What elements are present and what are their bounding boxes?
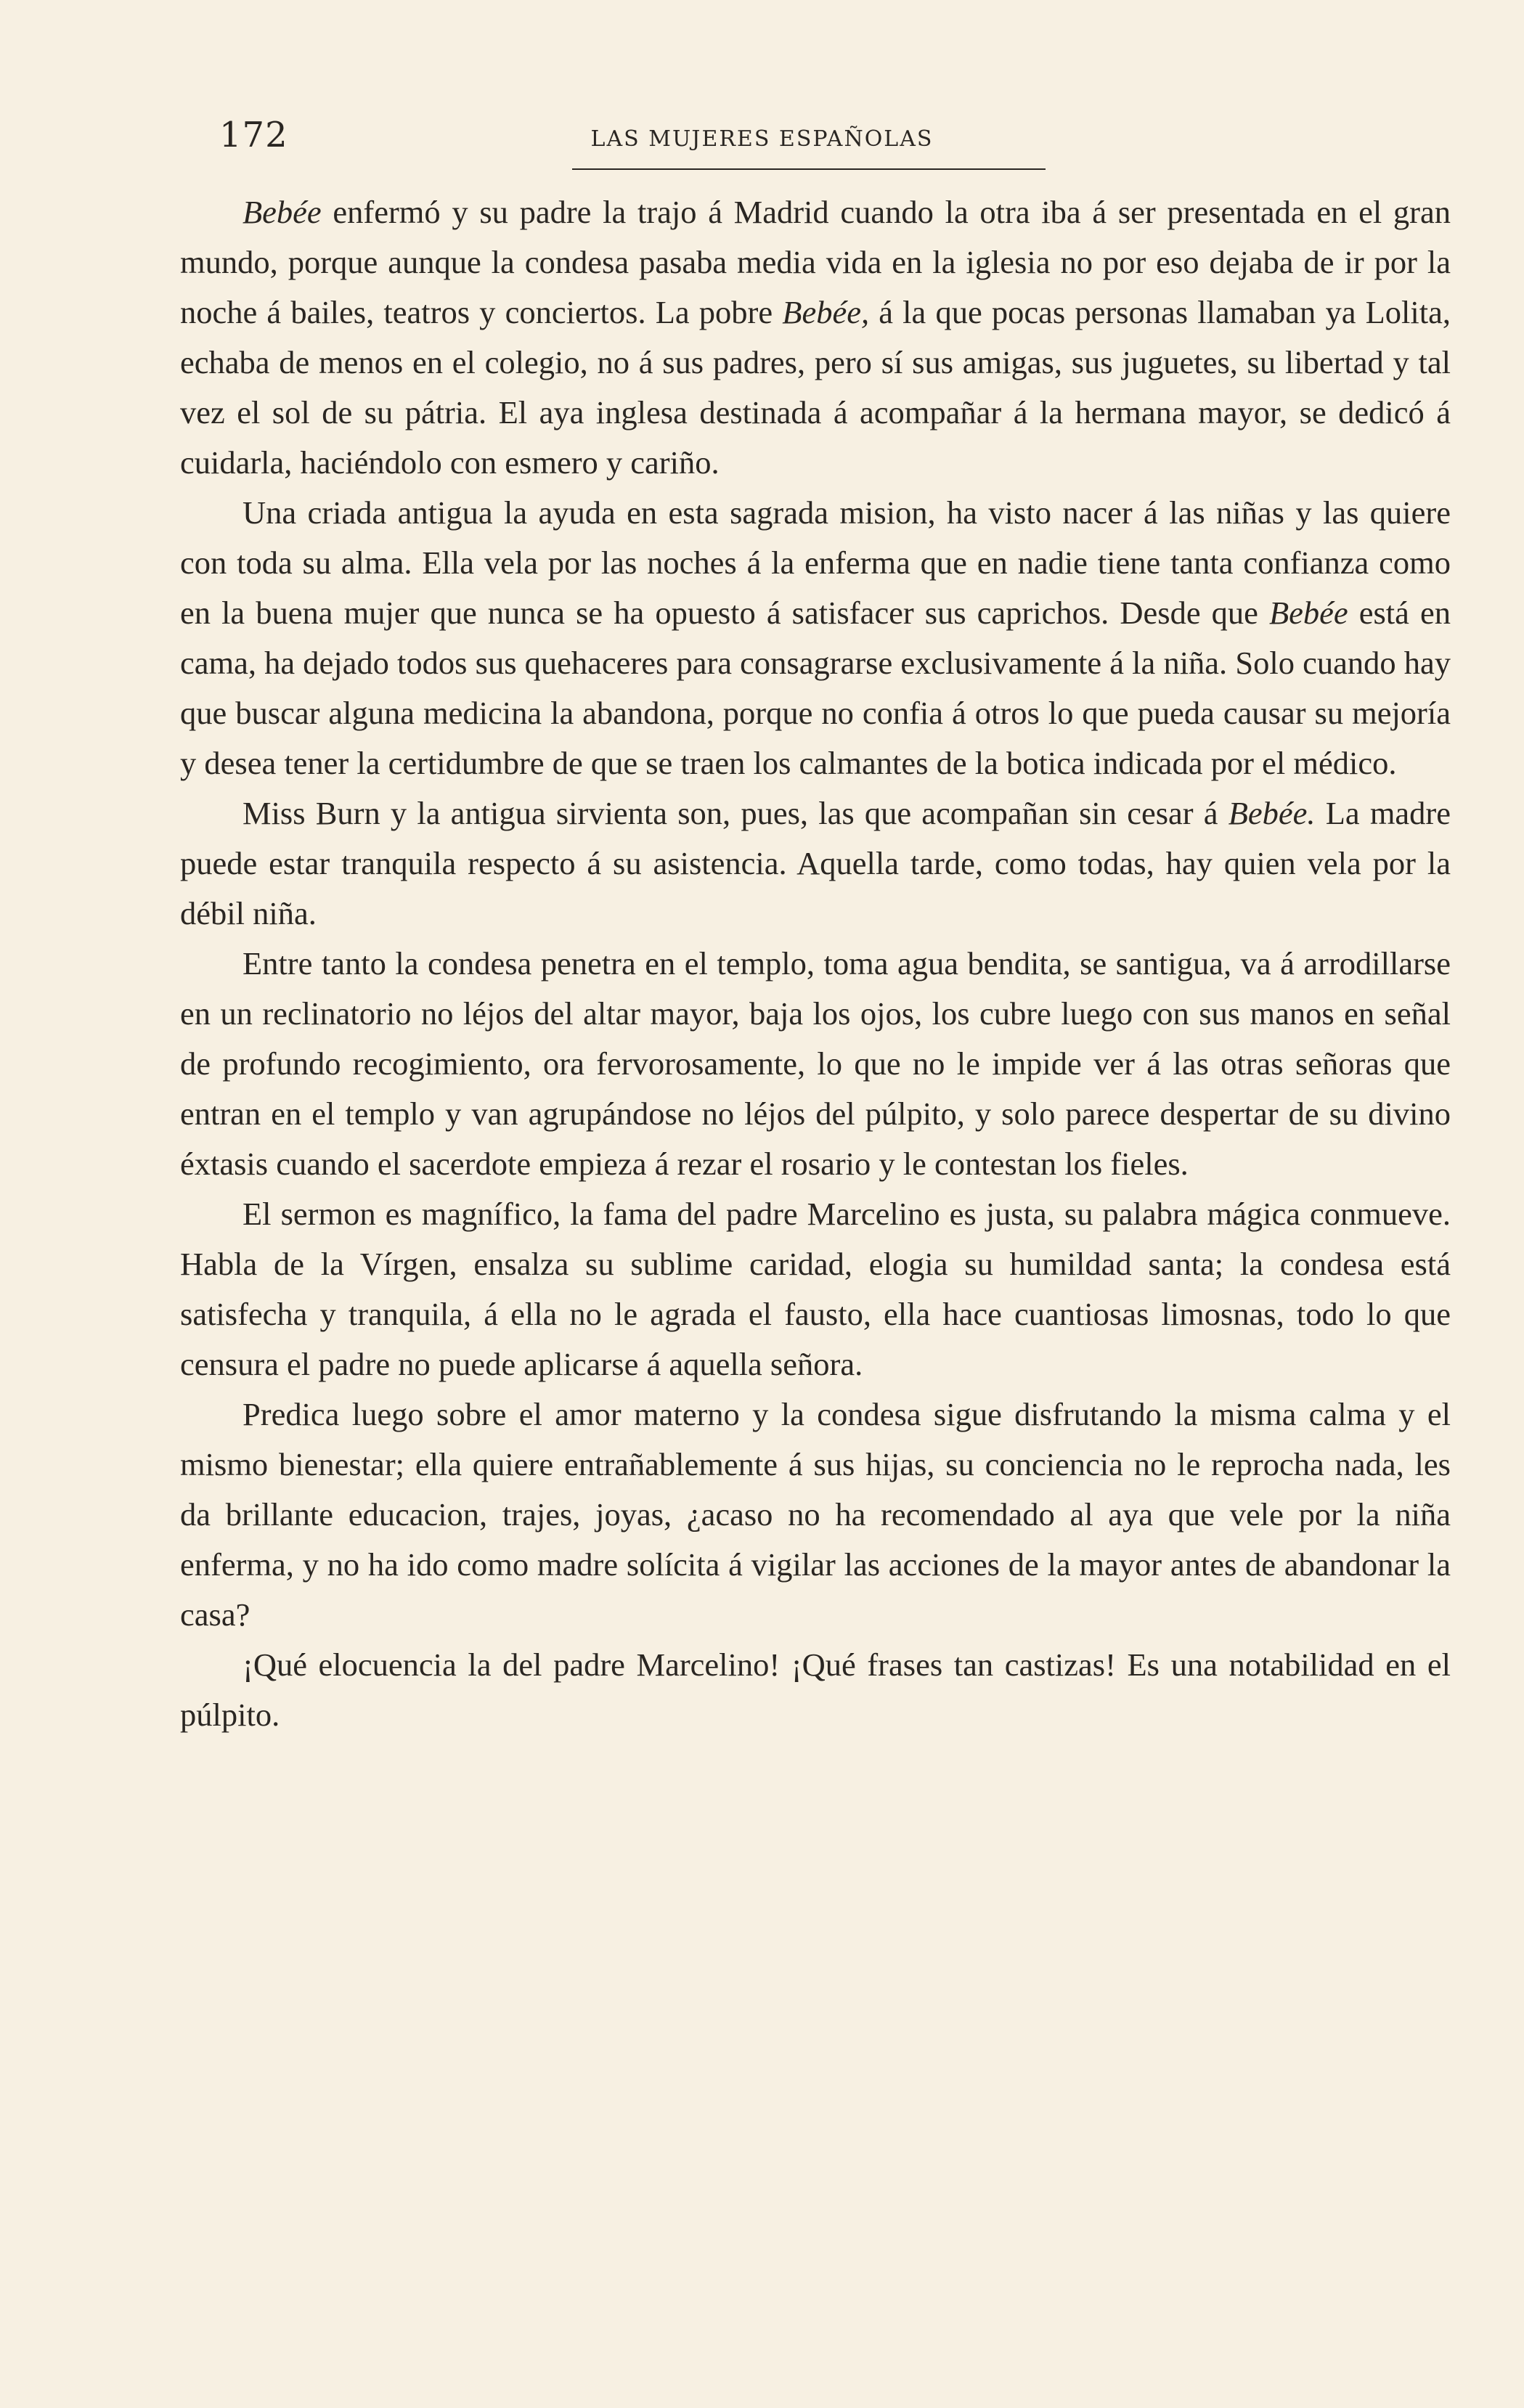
paragraph — [180, 187, 1451, 488]
text-segment-italic: Bebée. — [1228, 795, 1316, 831]
header-rule — [572, 168, 1046, 170]
text-segment: enfermó y su padre la trajo á Madrid cuando la otra iba á ser presentada en el gran mundo, porque aunque la condesa pasaba media vida en la iglesia no por eso dejaba de ir por la noche á bailes, teatros y conciertos. La pobre — [180, 194, 1451, 330]
text-segment-italic: Bebée — [1268, 595, 1348, 631]
text-segment: Una criada antigua la ayuda en esta sagrada mision, ha visto nacer á las niñas y las quiere con toda su alma. Ella vela por las noches á la enferma que en nadie tiene tanta confianza como en la buena mujer que nunca se ha opuesto á satisfacer sus caprichos. Desde que — [180, 494, 1451, 631]
paragraph — [180, 788, 1451, 939]
text-segment-italic: Bebée, — [782, 294, 870, 330]
paragraph — [180, 939, 1451, 1189]
text-segment: Predica luego sobre el amor materno y la condesa sigue disfrutando la misma calma y el mismo bienestar; ella quiere entrañablemente á sus hijas, su conciencia no le reprocha nada, les da brillante educacion, trajes, joyas, ¿acaso no ha recomendado al aya que vele por la niña enferma, y no ha ido como madre solícita á vigilar las acciones de la mayor antes de abandonar la casa? — [180, 1396, 1451, 1633]
body-text — [180, 187, 1451, 1740]
text-segment: La madre puede estar tranquila respecto á su asistencia. Aquella tarde, como todas, hay quien vela por la débil niña. — [180, 795, 1451, 931]
text-segment: Entre tanto la condesa penetra en el templo, toma agua bendita, se santigua, va á arrodillarse en un reclinatorio no léjos del altar mayor, baja los ojos, los cubre luego con sus manos en señal de profundo recogimiento, ora fervorosamente, lo que no le impide ver á las otras señoras que entran en el templo y van agrupándose no léjos del púlpito, y solo parece despertar de su divino éxtasis cuando el sacerdote empieza á rezar el rosario y le contestan los fieles. — [180, 945, 1451, 1182]
paragraph — [180, 1189, 1451, 1389]
paragraph — [180, 1389, 1451, 1640]
text-segment-italic: Bebée — [243, 194, 322, 230]
text-segment: El sermon es magnífico, la fama del padre Marcelino es justa, su palabra mágica conmueve. Habla de la Vírgen, ensalza su sublime caridad, elogia su humildad santa; la condesa está satisfecha y tranquila, á ella no le agrada el fausto, ella hace cuantiosas limosnas, todo lo que censura el padre no puede aplicarse á aquella señora. — [180, 1196, 1451, 1382]
text-segment: está en cama, ha dejado todos sus quehaceres para consagrarse exclusivamente á la niña. Solo cuando hay que buscar alguna medicina la abandona, porque no confia á otros lo que pueda causar su mejoría y desea tener la certidumbre de que se traen los calmantes de la botica indicada por el médico. — [180, 595, 1451, 781]
text-segment: ¡Qué elocuencia la del padre Marcelino! ¡Qué frases tan castizas! Es una notabilidad en el púlpito. — [180, 1646, 1451, 1733]
text-segment: Miss Burn y la antigua sirvienta son, pues, las que acompañan sin cesar á — [243, 795, 1228, 831]
running-title: LAS MUJERES ESPAÑOLAS — [590, 126, 934, 152]
paragraph — [180, 1640, 1451, 1740]
text-segment: á la que pocas personas llamaban ya Lolita, echaba de menos en el colegio, no á sus padres, pero sí sus amigas, sus juguetes, su libertad y tal vez el sol de su pátria. El aya inglesa destinada á acompañar á la hermana mayor, se dedicó á cuidarla, haciéndolo con esmero y cariño. — [180, 294, 1451, 481]
paragraph — [180, 488, 1451, 788]
page-number: 172 — [219, 115, 288, 155]
